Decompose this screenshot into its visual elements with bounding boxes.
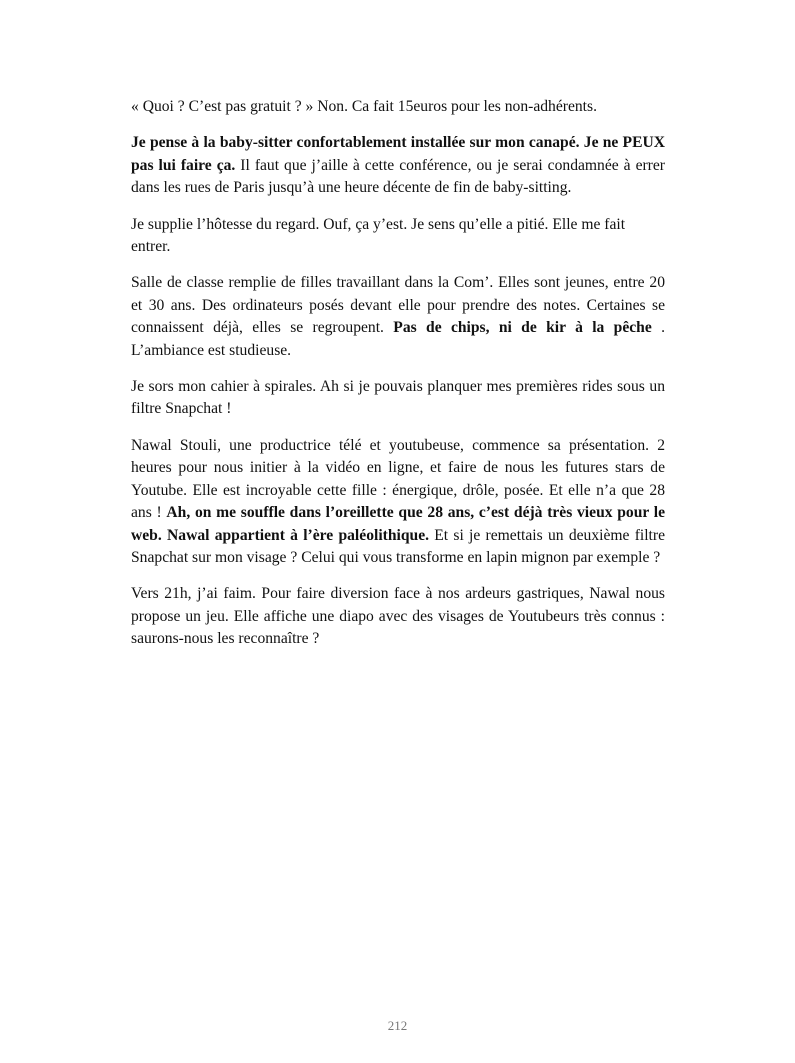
paragraph-4-run-2: Pas de chips, ni de kir à la pêche xyxy=(393,319,652,337)
paragraph-4-run-3: . L’ambiance est studieuse. xyxy=(131,319,666,359)
paragraph-2-run-2: Il faut que j’aille à cette conférence, ou je serai condamnée à errer dans les rues de Paris jusqu’à une heure décente de fin de baby-sitting. xyxy=(131,156,665,197)
paragraph-3-run-1: Je supplie l’hôtesse du regard. Ouf, ça y’est. Je sens qu’elle a pitié. Elle me fait entrer. xyxy=(131,215,626,256)
paragraph-6 xyxy=(131,435,665,569)
paragraph-1-run-1: « Quoi ? C’est pas gratuit ? » Non. Ca fait 15euros pour les non-adhérents. xyxy=(131,98,597,115)
paragraph-2 xyxy=(131,132,665,199)
paragraph-2-run-1: Je pense à la baby-sitter confortablement installée sur mon canapé. Je ne PEUX pas lui faire ça. xyxy=(131,134,665,174)
page-body xyxy=(131,96,665,665)
paragraph-7-run-1: Vers 21h, j’ai faim. Pour faire diversion face à nos ardeurs gastriques, Nawal nous propose un jeu. Elle affiche une diapo avec des visages de Youtubeurs très connus : saurons-nous les reconnaître ? xyxy=(131,585,665,648)
paragraph-5-run-1: Je sors mon cahier à spirales. Ah si je pouvais planquer mes premières rides sous un filtre Snapchat ! xyxy=(131,378,665,418)
paragraph-5 xyxy=(131,376,665,421)
paragraph-1 xyxy=(131,96,665,118)
paragraph-7 xyxy=(131,583,665,650)
page-number: 212 xyxy=(387,1018,408,1033)
paragraph-4 xyxy=(131,272,665,362)
paragraph-6-run-2: Ah, on me souffle dans l’oreillette que 28 ans, c’est déjà très vieux pour le web. Nawal appartient à l’ère paléolithique. xyxy=(131,504,666,544)
paragraph-6-run-3: Et si je remettais un deuxième filtre Snapchat sur mon visage ? Celui qui vous transforme en lapin mignon par exemple ? xyxy=(131,526,665,566)
paragraph-4-run-1: Salle de classe remplie de filles travaillant dans la Com’. Elles sont jeunes, entre 20 et 30 ans. Des ordinateurs posés devant elle pour prendre des notes. Certaines se connaissent déjà, elles se regroupent. xyxy=(131,274,665,337)
paragraph-6-run-1: Nawal Stouli, une productrice télé et youtubeuse, commence sa présentation. 2 heures pour nous initier à la vidéo en ligne, et faire de nous les futures stars de Youtube. Elle est incroyable cette fille : énergique, drôle, posée. Et elle n’a que 28 ans ! xyxy=(131,436,665,522)
paragraph-3 xyxy=(131,214,665,259)
